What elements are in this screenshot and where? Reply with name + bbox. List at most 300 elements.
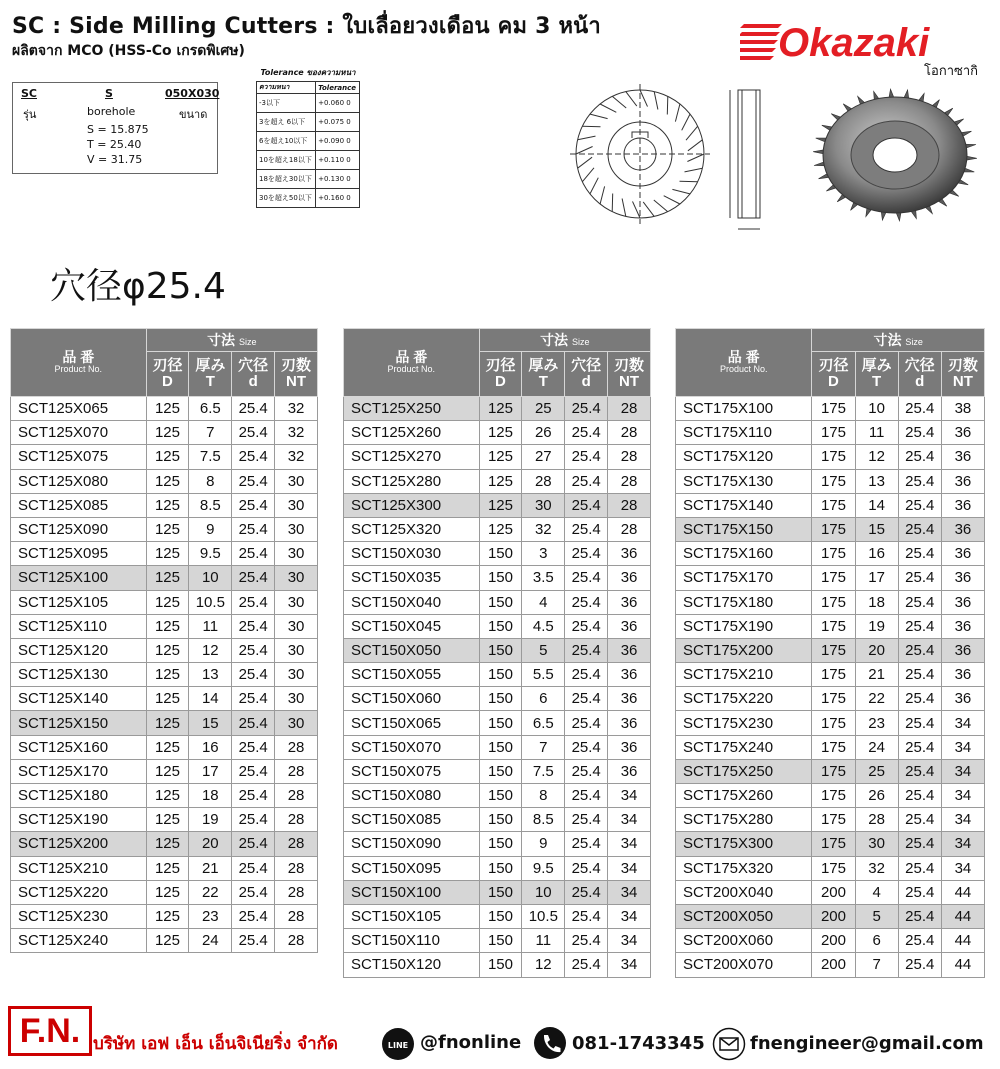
diameter-cell: 175 (812, 469, 855, 493)
table-row (344, 638, 651, 662)
diameter-cell: 150 (479, 784, 522, 808)
diameter-header (479, 352, 522, 397)
bore-cell: 25.4 (898, 784, 941, 808)
bore-cell: 25.4 (232, 808, 275, 832)
teeth-cell: 28 (608, 445, 651, 469)
table-row (344, 856, 651, 880)
code-t-value: T = 25.40 (87, 138, 142, 151)
product-no-cell: SCT125X105 (11, 590, 147, 614)
teeth-header (608, 352, 651, 397)
bore-header-en: d (581, 373, 591, 390)
product-no-cell: SCT150X035 (344, 566, 480, 590)
teeth-cell: 28 (275, 904, 318, 928)
diameter-cell: 175 (812, 421, 855, 445)
table-row (344, 542, 651, 566)
product-no-cell: SCT125X220 (11, 880, 147, 904)
teeth-cell: 28 (275, 832, 318, 856)
diameter-cell: 150 (479, 808, 522, 832)
bore-header-jp: 穴径 (238, 357, 269, 375)
table-row (344, 397, 651, 421)
bore-cell: 25.4 (898, 808, 941, 832)
table-row (676, 542, 985, 566)
bore-header-en: d (915, 373, 925, 390)
teeth-cell: 34 (941, 735, 984, 759)
bore-cell: 25.4 (898, 856, 941, 880)
tolerance-value: +0.160 0 (316, 189, 360, 208)
bore-cell: 25.4 (565, 421, 608, 445)
table-row (676, 856, 985, 880)
bore-cell: 25.4 (898, 566, 941, 590)
teeth-cell: 34 (608, 808, 651, 832)
product-no-cell: SCT125X090 (11, 517, 147, 541)
diameter-cell: 150 (479, 735, 522, 759)
diameter-cell: 175 (812, 856, 855, 880)
table-row (11, 517, 318, 541)
diameter-cell: 125 (146, 542, 189, 566)
product-no-cell: SCT175X220 (676, 687, 812, 711)
diameter-cell: 125 (146, 832, 189, 856)
size-en: Size (238, 336, 257, 347)
diameter-header (146, 352, 189, 397)
table-row (11, 687, 318, 711)
table-row (344, 735, 651, 759)
bore-cell: 25.4 (232, 735, 275, 759)
bore-cell: 25.4 (232, 856, 275, 880)
thickness-cell: 14 (189, 687, 232, 711)
product-no-en: Product No. (54, 364, 103, 375)
brand-thai-name: โอกาซากิ (924, 64, 978, 79)
bore-cell: 25.4 (232, 784, 275, 808)
thickness-cell: 32 (522, 517, 565, 541)
thickness-cell: 28 (855, 808, 898, 832)
email-address[interactable]: fnengineer@gmail.com (750, 1033, 984, 1054)
teeth-cell: 36 (608, 542, 651, 566)
diameter-header-jp: 刃径 (152, 357, 183, 375)
table-row (11, 445, 318, 469)
table-row (11, 808, 318, 832)
thickness-cell: 13 (855, 469, 898, 493)
thickness-cell: 11 (855, 421, 898, 445)
thickness-cell: 7 (522, 735, 565, 759)
table-row (11, 469, 318, 493)
teeth-cell: 36 (941, 638, 984, 662)
bore-cell: 25.4 (565, 469, 608, 493)
diameter-header (812, 352, 855, 397)
bore-cell: 25.4 (898, 711, 941, 735)
teeth-cell: 36 (608, 711, 651, 735)
tolerance-value: +0.060 0 (316, 94, 360, 113)
thickness-cell: 8 (522, 784, 565, 808)
thickness-cell: 21 (189, 856, 232, 880)
teeth-cell: 36 (941, 445, 984, 469)
table-row (11, 421, 318, 445)
teeth-header-jp: 刃数 (947, 357, 978, 375)
tolerance-col-thickness: ความหนา (257, 82, 316, 94)
product-no-cell: SCT150X040 (344, 590, 480, 614)
product-no-cell: SCT125X280 (344, 469, 480, 493)
thickness-cell: 12 (189, 638, 232, 662)
diameter-cell: 175 (812, 759, 855, 783)
diameter-cell: 125 (146, 469, 189, 493)
thickness-cell: 8.5 (522, 808, 565, 832)
bore-cell: 25.4 (232, 711, 275, 735)
diameter-cell: 150 (479, 832, 522, 856)
teeth-cell: 34 (941, 808, 984, 832)
diameter-cell: 125 (479, 445, 522, 469)
code-v-value: V = 31.75 (87, 153, 143, 166)
tolerance-caption: Tolerance ของความหนา (260, 68, 356, 77)
bore-header (565, 352, 608, 397)
bore-cell: 25.4 (565, 517, 608, 541)
bore-cell: 25.4 (565, 397, 608, 421)
product-no-jp: 品 番 (62, 349, 95, 366)
drawing-tooth (686, 126, 698, 140)
tolerance-range: 6を超え10以下 (257, 132, 316, 151)
diameter-cell: 125 (146, 687, 189, 711)
thickness-cell: 6.5 (189, 397, 232, 421)
thickness-cell: 22 (855, 687, 898, 711)
thickness-cell: 4.5 (522, 614, 565, 638)
diameter-cell: 125 (146, 784, 189, 808)
teeth-header-jp: 刃数 (281, 357, 312, 375)
line-id[interactable]: @fnonline (420, 1032, 522, 1053)
thickness-cell: 8.5 (189, 493, 232, 517)
bore-header-jp: 穴径 (904, 357, 935, 375)
teeth-cell: 36 (608, 687, 651, 711)
teeth-cell: 30 (275, 590, 318, 614)
teeth-cell: 28 (275, 735, 318, 759)
bore-cell: 25.4 (898, 832, 941, 856)
drawing-tooth (664, 196, 680, 204)
table-row (344, 832, 651, 856)
diameter-cell: 125 (146, 517, 189, 541)
table-row (676, 953, 985, 977)
teeth-cell: 30 (275, 687, 318, 711)
teeth-cell: 44 (941, 929, 984, 953)
table-row (344, 517, 651, 541)
teeth-cell: 36 (608, 663, 651, 687)
teeth-cell: 34 (941, 759, 984, 783)
drawing-tooth (590, 178, 598, 194)
teeth-cell: 36 (941, 566, 984, 590)
table-row (344, 759, 651, 783)
table-row (676, 469, 985, 493)
size-jp: 寸法 (540, 331, 569, 348)
thickness-cell: 9 (522, 832, 565, 856)
teeth-cell: 28 (275, 856, 318, 880)
table-row (11, 832, 318, 856)
teeth-cell: 36 (608, 759, 651, 783)
code-series: SC (21, 87, 37, 100)
diameter-cell: 175 (812, 614, 855, 638)
product-no-cell: SCT125X075 (11, 445, 147, 469)
code-size-desc: ขนาด (179, 108, 208, 121)
table-row (676, 832, 985, 856)
thickness-cell: 12 (855, 445, 898, 469)
thickness-cell: 3.5 (522, 566, 565, 590)
thickness-cell: 18 (855, 590, 898, 614)
product-no-cell: SCT150X045 (344, 614, 480, 638)
size-header (812, 329, 985, 352)
product-no-cell: SCT200X040 (676, 880, 812, 904)
diameter-cell: 175 (812, 663, 855, 687)
thickness-cell: 5.5 (522, 663, 565, 687)
thickness-cell: 3 (522, 542, 565, 566)
diameter-cell: 150 (479, 566, 522, 590)
product-no-cell: SCT175X300 (676, 832, 812, 856)
thickness-cell: 26 (855, 784, 898, 808)
table-row (11, 397, 318, 421)
bore-cell: 25.4 (898, 953, 941, 977)
product-no-cell: SCT175X120 (676, 445, 812, 469)
tolerance-value: +0.075 0 (316, 113, 360, 132)
teeth-cell: 44 (941, 904, 984, 928)
product-no-cell: SCT175X140 (676, 493, 812, 517)
product-no-cell: SCT150X090 (344, 832, 480, 856)
drawing-tooth (576, 147, 593, 155)
teeth-header-en: NT (286, 373, 307, 390)
bore-cell: 25.4 (565, 832, 608, 856)
bore-cell: 25.4 (565, 711, 608, 735)
table-row (676, 614, 985, 638)
teeth-cell: 36 (608, 590, 651, 614)
drawing-tooth (643, 202, 654, 217)
product-no-cell: SCT200X070 (676, 953, 812, 977)
product-no-cell: SCT125X200 (11, 832, 147, 856)
bore-cell: 25.4 (565, 445, 608, 469)
teeth-cell: 28 (275, 929, 318, 953)
fn-logo: F.N. (8, 1006, 92, 1056)
bore-cell: 25.4 (898, 542, 941, 566)
table-row (344, 590, 651, 614)
product-no-cell: SCT175X250 (676, 759, 812, 783)
brand-wordmark: Okazaki (778, 21, 930, 65)
diameter-header-jp: 刃径 (485, 357, 516, 375)
product-no-cell: SCT175X200 (676, 638, 812, 662)
table-row (344, 711, 651, 735)
product-no-cell: SCT150X095 (344, 856, 480, 880)
diameter-cell: 150 (479, 542, 522, 566)
thickness-cell: 10.5 (522, 904, 565, 928)
diameter-cell: 200 (812, 880, 855, 904)
code-bore: S (105, 87, 113, 100)
table-row (676, 517, 985, 541)
diameter-cell: 125 (146, 397, 189, 421)
thickness-cell: 7 (855, 953, 898, 977)
teeth-cell: 28 (275, 784, 318, 808)
diameter-cell: 150 (479, 953, 522, 977)
tolerance-range: 30を超え50以下 (257, 189, 316, 208)
diameter-cell: 150 (479, 759, 522, 783)
teeth-cell: 34 (608, 904, 651, 928)
diameter-cell: 175 (812, 445, 855, 469)
bore-cell: 25.4 (565, 929, 608, 953)
size-jp: 寸法 (207, 331, 236, 348)
product-no-cell: SCT150X050 (344, 638, 480, 662)
teeth-cell: 30 (275, 614, 318, 638)
drawing-tooth (612, 194, 613, 212)
product-no-cell: SCT150X055 (344, 663, 480, 687)
teeth-cell: 36 (941, 542, 984, 566)
diameter-cell: 175 (812, 784, 855, 808)
diameter-header-en: D (162, 373, 173, 390)
drawing-tooth (626, 92, 637, 107)
product-no-cell: SCT125X210 (11, 856, 147, 880)
diameter-cell: 175 (812, 542, 855, 566)
thickness-cell: 20 (189, 832, 232, 856)
diameter-cell: 125 (146, 445, 189, 469)
thickness-cell: 6 (522, 687, 565, 711)
thickness-cell: 9.5 (522, 856, 565, 880)
diameter-cell: 175 (812, 517, 855, 541)
product-no-cell: SCT150X060 (344, 687, 480, 711)
product-no-cell: SCT125X080 (11, 469, 147, 493)
thickness-cell: 6 (855, 929, 898, 953)
tolerance-range: 3を超え 6以下 (257, 113, 316, 132)
drawing-tooth (578, 157, 593, 168)
diameter-cell: 125 (146, 663, 189, 687)
table-row (344, 566, 651, 590)
product-no-cell: SCT175X260 (676, 784, 812, 808)
product-no-cell: SCT150X105 (344, 904, 480, 928)
bore-cell: 25.4 (898, 735, 941, 759)
diameter-cell: 200 (812, 929, 855, 953)
diameter-cell: 150 (479, 711, 522, 735)
table-row (11, 663, 318, 687)
table-row (11, 735, 318, 759)
diameter-cell: 125 (146, 493, 189, 517)
diameter-cell: 175 (812, 735, 855, 759)
product-no-cell: SCT175X150 (676, 517, 812, 541)
diameter-cell: 175 (812, 493, 855, 517)
teeth-cell: 36 (608, 566, 651, 590)
teeth-cell: 34 (608, 856, 651, 880)
tolerance-range: 10を超え18以下 (257, 151, 316, 170)
product-no-cell: SCT125X180 (11, 784, 147, 808)
table-row (11, 856, 318, 880)
diameter-cell: 125 (146, 856, 189, 880)
drawing-tooth (687, 154, 704, 162)
drawing-tooth (654, 92, 658, 110)
teeth-cell: 38 (941, 397, 984, 421)
product-no-cell: SCT175X280 (676, 808, 812, 832)
phone-number[interactable]: 081-1743345 (572, 1033, 705, 1054)
product-no-cell: SCT175X320 (676, 856, 812, 880)
teeth-cell: 34 (941, 832, 984, 856)
thickness-cell: 11 (189, 614, 232, 638)
table-row (676, 784, 985, 808)
diameter-cell: 125 (146, 614, 189, 638)
table-row (11, 904, 318, 928)
bore-cell: 25.4 (898, 904, 941, 928)
thickness-cell: 26 (522, 421, 565, 445)
product-no-cell: SCT200X050 (676, 904, 812, 928)
table-row (344, 808, 651, 832)
thickness-cell: 16 (189, 735, 232, 759)
thickness-cell: 18 (189, 784, 232, 808)
bore-cell: 25.4 (898, 397, 941, 421)
teeth-header-en: NT (619, 373, 640, 390)
table-row (676, 638, 985, 662)
thickness-cell: 23 (189, 904, 232, 928)
product-no-cell: SCT150X110 (344, 929, 480, 953)
diameter-header-jp: 刃径 (818, 357, 849, 375)
product-no-cell: SCT125X270 (344, 445, 480, 469)
product-no-cell: SCT125X120 (11, 638, 147, 662)
thickness-cell: 28 (522, 469, 565, 493)
product-no-cell: SCT175X130 (676, 469, 812, 493)
product-no-en: Product No. (387, 364, 436, 375)
mail-icon (712, 1027, 746, 1061)
table-row (344, 445, 651, 469)
teeth-cell: 28 (608, 517, 651, 541)
teeth-header (275, 352, 318, 397)
product-no-cell: SCT125X320 (344, 517, 480, 541)
size-jp: 寸法 (873, 331, 902, 348)
table-row (676, 421, 985, 445)
teeth-cell: 28 (275, 759, 318, 783)
thickness-cell: 19 (855, 614, 898, 638)
bore-cell: 25.4 (232, 663, 275, 687)
diameter-header-en: D (828, 373, 839, 390)
thickness-header-en: T (538, 373, 548, 390)
diameter-cell: 125 (146, 638, 189, 662)
bore-cell: 25.4 (232, 517, 275, 541)
teeth-cell: 28 (275, 808, 318, 832)
bore-cell: 25.4 (898, 517, 941, 541)
bore-cell: 25.4 (232, 493, 275, 517)
bore-cell: 25.4 (565, 590, 608, 614)
thickness-cell: 5 (522, 638, 565, 662)
drawing-tooth (612, 96, 626, 108)
teeth-cell: 30 (275, 711, 318, 735)
thickness-cell: 32 (855, 856, 898, 880)
thickness-cell: 15 (855, 517, 898, 541)
bore-cell: 25.4 (565, 614, 608, 638)
diameter-cell: 125 (479, 517, 522, 541)
tolerance-col-tolerance: Tolerance (316, 82, 360, 94)
table-row (676, 445, 985, 469)
model-code-box (12, 82, 218, 174)
thickness-cell: 13 (189, 663, 232, 687)
bore-cell: 25.4 (232, 590, 275, 614)
teeth-cell: 36 (608, 735, 651, 759)
product-no-cell: SCT150X075 (344, 759, 480, 783)
bore-cell: 25.4 (565, 759, 608, 783)
thickness-cell: 10.5 (189, 590, 232, 614)
teeth-cell: 34 (608, 953, 651, 977)
bore-cell: 25.4 (565, 493, 608, 517)
product-no-cell: SCT150X085 (344, 808, 480, 832)
bore-cell: 25.4 (898, 687, 941, 711)
drawing-tooth (675, 104, 680, 122)
bore-cell: 25.4 (898, 929, 941, 953)
diameter-cell: 125 (146, 735, 189, 759)
bore-cell: 25.4 (898, 445, 941, 469)
diameter-cell: 150 (479, 687, 522, 711)
product-no-cell: SCT175X240 (676, 735, 812, 759)
teeth-cell: 36 (941, 663, 984, 687)
drawing-tooth (590, 114, 608, 119)
diameter-cell: 125 (146, 590, 189, 614)
teeth-cell: 28 (608, 469, 651, 493)
thickness-cell: 19 (189, 808, 232, 832)
drawing-tooth (622, 199, 626, 217)
diameter-cell: 125 (146, 421, 189, 445)
diameter-cell: 125 (479, 493, 522, 517)
thickness-header (522, 352, 565, 397)
bore-cell: 25.4 (898, 663, 941, 687)
